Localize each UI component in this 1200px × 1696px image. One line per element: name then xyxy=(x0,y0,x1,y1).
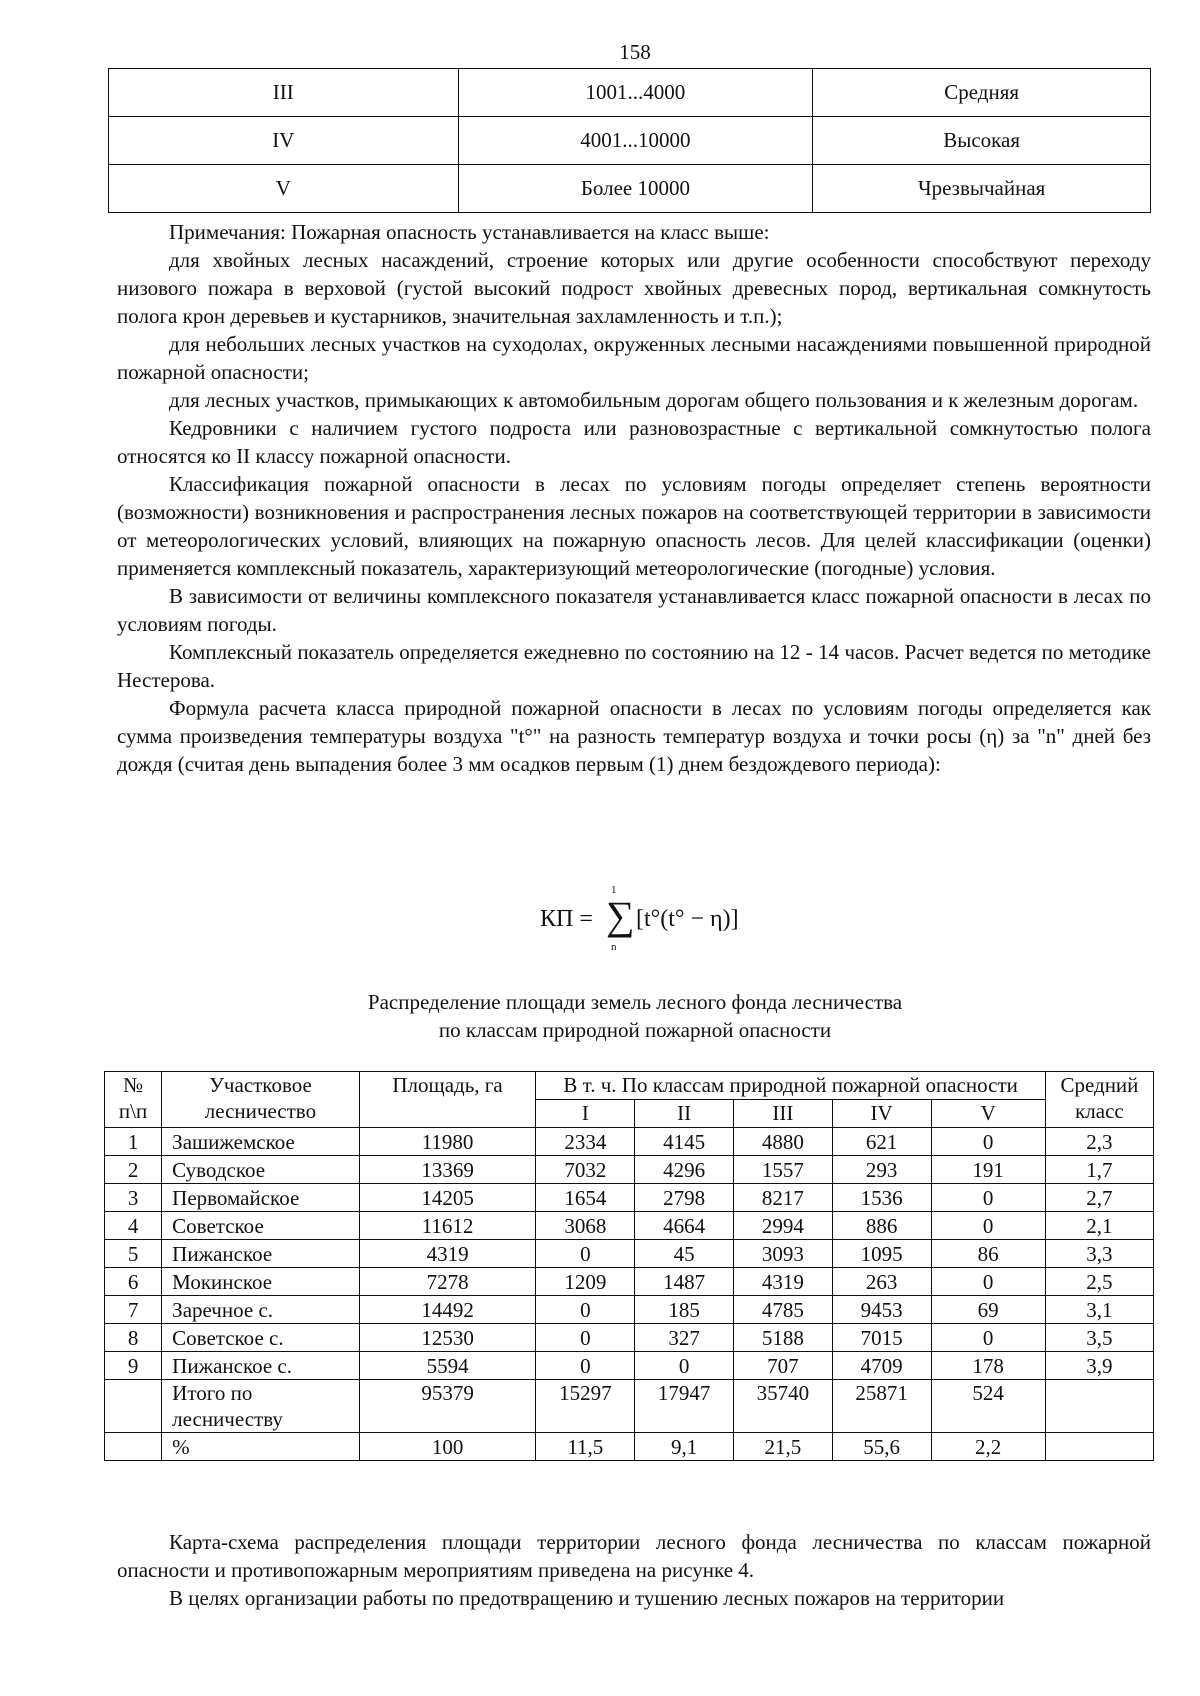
paragraph: Комплексный показатель определяется ежедневно по состоянию на 12 - 14 часов. Расчет ведется по методике Нестерова. xyxy=(117,640,1151,692)
table-row xyxy=(105,1128,1154,1156)
percent-class-i: 11,5 xyxy=(536,1433,635,1461)
row-class-i: 0 xyxy=(536,1352,635,1380)
paragraph: Формула расчета класса природной пожарной опасности в лесах по условиям погоды определяется как сумма произведения температуры воздуха "t°" на разность температур воздуха и точки росы (η) за "n" дней без дождя (считая день выпадения более 3 мм осадков первым (1) днем бездождевого периода): xyxy=(117,696,1151,776)
range-cell: 4001...10000 xyxy=(458,117,813,165)
percent-average-class xyxy=(1045,1433,1153,1461)
row-class-i: 0 xyxy=(536,1296,635,1324)
percent-area: 100 xyxy=(359,1433,536,1461)
row-forestry: Мокинское xyxy=(162,1268,360,1296)
row-class-v: 69 xyxy=(931,1296,1045,1324)
row-class-iii: 4880 xyxy=(733,1128,832,1156)
range-cell: 1001...4000 xyxy=(458,69,813,117)
percent-class-ii: 9,1 xyxy=(635,1433,734,1461)
row-class-ii: 45 xyxy=(635,1240,734,1268)
paragraph: Карта-схема распределения площади территории лесного фонда лесничества по классам пожарной опасности и противопожарным мероприятиям приведена на рисунке 4. xyxy=(117,1530,1151,1582)
row-area: 14205 xyxy=(359,1184,536,1212)
row-class-iii: 2994 xyxy=(733,1212,832,1240)
header-class-i: I xyxy=(536,1100,635,1128)
row-forestry: Заречное с. xyxy=(162,1296,360,1324)
paragraph: Классификация пожарной опасности в лесах по условиям погоды определяет степень вероятности (возможности) возникновения и распространения лесных пожаров на соответствующей территории в зависимости от метеорологических условий, влияющих на пожарную опасность лесов. Для целей классификации (оценки) применяется комплексный показатель, характеризующий метеорологические (погодные) условия. xyxy=(117,472,1151,580)
class-cell: IV xyxy=(109,117,459,165)
danger-level-cell: Средняя xyxy=(813,69,1151,117)
row-class-ii: 327 xyxy=(635,1324,734,1352)
caption-line: Распределение площади земель лесного фонда лесничества xyxy=(367,990,903,1014)
paragraph: В целях организации работы по предотвращению и тушению лесных пожаров на территории xyxy=(169,1586,1005,1610)
row-class-ii: 1487 xyxy=(635,1268,734,1296)
percent-class-v: 2,2 xyxy=(931,1433,1045,1461)
table-row xyxy=(109,165,1151,213)
row-forestry: Зашижемское xyxy=(162,1128,360,1156)
row-class-iii: 3093 xyxy=(733,1240,832,1268)
row-area: 11612 xyxy=(359,1212,536,1240)
header-num: № п\п xyxy=(105,1072,162,1128)
row-class-ii: 0 xyxy=(635,1352,734,1380)
row-num xyxy=(105,1433,162,1461)
table-row xyxy=(109,117,1151,165)
row-class-iv: 621 xyxy=(832,1128,931,1156)
header-classes-group: В т. ч. По классам природной пожарной опасности xyxy=(536,1072,1045,1100)
row-class-iii: 5188 xyxy=(733,1324,832,1352)
row-forestry: Суводское xyxy=(162,1156,360,1184)
row-class-v: 86 xyxy=(931,1240,1045,1268)
header-average-class: Средний класс xyxy=(1045,1072,1153,1128)
closing-text xyxy=(117,1528,1151,1612)
row-num: 1 xyxy=(105,1128,162,1156)
table-row xyxy=(109,69,1151,117)
total-average-class xyxy=(1045,1380,1153,1433)
table-header-row xyxy=(105,1072,1154,1100)
row-class-i: 0 xyxy=(536,1324,635,1352)
total-class-i: 15297 xyxy=(536,1380,635,1433)
row-class-v: 178 xyxy=(931,1352,1045,1380)
row-num xyxy=(105,1380,162,1433)
table-row xyxy=(105,1156,1154,1184)
row-average-class: 2,7 xyxy=(1045,1184,1153,1212)
row-average-class: 2,5 xyxy=(1045,1268,1153,1296)
paragraph: для хвойных лесных насаждений, строение которых или другие особенности способствуют переходу низового пожара в верховой (густой высокий подрост хвойных древесных пород, вертикальная сомкнутость полога крон деревьев и кустарников, значительная захламленность и т.п.); xyxy=(117,248,1151,328)
total-class-v: 524 xyxy=(931,1380,1045,1433)
row-class-v: 0 xyxy=(931,1268,1045,1296)
paragraph: для лесных участков, примыкающих к автомобильным дорогам общего пользования и к железным дорогам. xyxy=(169,388,1139,412)
danger-class-table xyxy=(108,68,1151,213)
row-class-iii: 4785 xyxy=(733,1296,832,1324)
row-class-iv: 7015 xyxy=(832,1324,931,1352)
row-forestry: Пижанское xyxy=(162,1240,360,1268)
table-row xyxy=(105,1324,1154,1352)
row-class-v: 0 xyxy=(931,1128,1045,1156)
percent-label: % xyxy=(162,1433,360,1461)
row-forestry: Советское xyxy=(162,1212,360,1240)
row-class-v: 191 xyxy=(931,1156,1045,1184)
row-class-iii: 707 xyxy=(733,1352,832,1380)
paragraph: для небольших лесных участков на суходолах, окруженных лесными насаждениями повышенной природной пожарной опасности; xyxy=(117,332,1151,384)
row-class-iv: 9453 xyxy=(832,1296,931,1324)
row-average-class: 2,3 xyxy=(1045,1128,1153,1156)
row-average-class: 3,3 xyxy=(1045,1240,1153,1268)
fire-danger-distribution-table xyxy=(104,1071,1154,1461)
row-average-class: 3,5 xyxy=(1045,1324,1153,1352)
paragraph: Кедровники с наличием густого подроста или разновозрастные с вертикальной сомкнутостью полога относятся ко II классу пожарной опасности. xyxy=(117,416,1151,468)
row-class-i: 1654 xyxy=(536,1184,635,1212)
table-row xyxy=(105,1296,1154,1324)
table-total-row xyxy=(105,1380,1154,1433)
table-row xyxy=(105,1352,1154,1380)
paragraph-notes-heading: Примечания: Пожарная опасность устанавливается на класс выше: xyxy=(169,220,770,244)
row-class-iv: 293 xyxy=(832,1156,931,1184)
header-class-ii: II xyxy=(635,1100,734,1128)
row-class-i: 0 xyxy=(536,1240,635,1268)
total-class-iv: 25871 xyxy=(832,1380,931,1433)
row-class-v: 0 xyxy=(931,1212,1045,1240)
danger-level-cell: Чрезвычайная xyxy=(813,165,1151,213)
row-class-iii: 4319 xyxy=(733,1268,832,1296)
row-forestry: Первомайское xyxy=(162,1184,360,1212)
row-class-iii: 1557 xyxy=(733,1156,832,1184)
row-class-ii: 4145 xyxy=(635,1128,734,1156)
body-text xyxy=(117,218,1151,778)
table-row xyxy=(105,1212,1154,1240)
row-area: 14492 xyxy=(359,1296,536,1324)
row-forestry: Пижанское с. xyxy=(162,1352,360,1380)
formula-expression: [t°(t° − η)] xyxy=(636,906,739,932)
sum-lower-limit: n xyxy=(611,941,617,953)
class-cell: III xyxy=(109,69,459,117)
percent-class-iii: 21,5 xyxy=(733,1433,832,1461)
total-class-iii: 35740 xyxy=(733,1380,832,1433)
total-class-ii: 17947 xyxy=(635,1380,734,1433)
sum-sigma-icon: ∑ xyxy=(606,893,635,938)
paragraph: В зависимости от величины комплексного показателя устанавливается класс пожарной опасности в лесах по условиям погоды. xyxy=(117,584,1151,636)
row-num: 2 xyxy=(105,1156,162,1184)
row-class-iii: 8217 xyxy=(733,1184,832,1212)
row-area: 11980 xyxy=(359,1128,536,1156)
row-average-class: 2,1 xyxy=(1045,1212,1153,1240)
class-cell: V xyxy=(109,165,459,213)
row-num: 3 xyxy=(105,1184,162,1212)
row-average-class: 1,7 xyxy=(1045,1156,1153,1184)
header-forestry: Участковое лесничество xyxy=(162,1072,360,1128)
table-percent-row xyxy=(105,1433,1154,1461)
row-area: 13369 xyxy=(359,1156,536,1184)
sum-upper-limit: 1 xyxy=(611,884,617,896)
row-num: 9 xyxy=(105,1352,162,1380)
row-average-class: 3,9 xyxy=(1045,1352,1153,1380)
row-num: 8 xyxy=(105,1324,162,1352)
header-class-v: V xyxy=(931,1100,1045,1128)
row-num: 6 xyxy=(105,1268,162,1296)
row-area: 5594 xyxy=(359,1352,536,1380)
caption-line: по классам природной пожарной опасности xyxy=(438,1018,832,1042)
table-row xyxy=(105,1240,1154,1268)
total-label: Итого по лесничеству xyxy=(162,1380,360,1433)
row-average-class: 3,1 xyxy=(1045,1296,1153,1324)
row-class-v: 0 xyxy=(931,1324,1045,1352)
row-num: 5 xyxy=(105,1240,162,1268)
row-class-ii: 185 xyxy=(635,1296,734,1324)
row-class-iv: 4709 xyxy=(832,1352,931,1380)
row-class-i: 1209 xyxy=(536,1268,635,1296)
row-num: 4 xyxy=(105,1212,162,1240)
danger-level-cell: Высокая xyxy=(813,117,1151,165)
row-class-ii: 4664 xyxy=(635,1212,734,1240)
row-class-i: 2334 xyxy=(536,1128,635,1156)
table-caption xyxy=(0,988,1200,1044)
row-area: 7278 xyxy=(359,1268,536,1296)
row-area: 4319 xyxy=(359,1240,536,1268)
row-num: 7 xyxy=(105,1296,162,1324)
formula-lhs: КП = xyxy=(540,906,593,932)
row-class-iv: 1536 xyxy=(832,1184,931,1212)
table-row xyxy=(105,1268,1154,1296)
header-class-iv: IV xyxy=(832,1100,931,1128)
row-class-iv: 886 xyxy=(832,1212,931,1240)
row-class-iv: 263 xyxy=(832,1268,931,1296)
row-class-iv: 1095 xyxy=(832,1240,931,1268)
row-class-i: 7032 xyxy=(536,1156,635,1184)
row-forestry: Советское с. xyxy=(162,1324,360,1352)
total-area: 95379 xyxy=(359,1380,536,1433)
row-class-v: 0 xyxy=(931,1184,1045,1212)
row-area: 12530 xyxy=(359,1324,536,1352)
table-row xyxy=(105,1184,1154,1212)
row-class-ii: 4296 xyxy=(635,1156,734,1184)
header-class-iii: III xyxy=(733,1100,832,1128)
percent-class-iv: 55,6 xyxy=(832,1433,931,1461)
row-class-ii: 2798 xyxy=(635,1184,734,1212)
page-number: 158 xyxy=(619,40,651,64)
range-cell: Более 10000 xyxy=(458,165,813,213)
row-class-i: 3068 xyxy=(536,1212,635,1240)
header-area: Площадь, га xyxy=(359,1072,536,1128)
